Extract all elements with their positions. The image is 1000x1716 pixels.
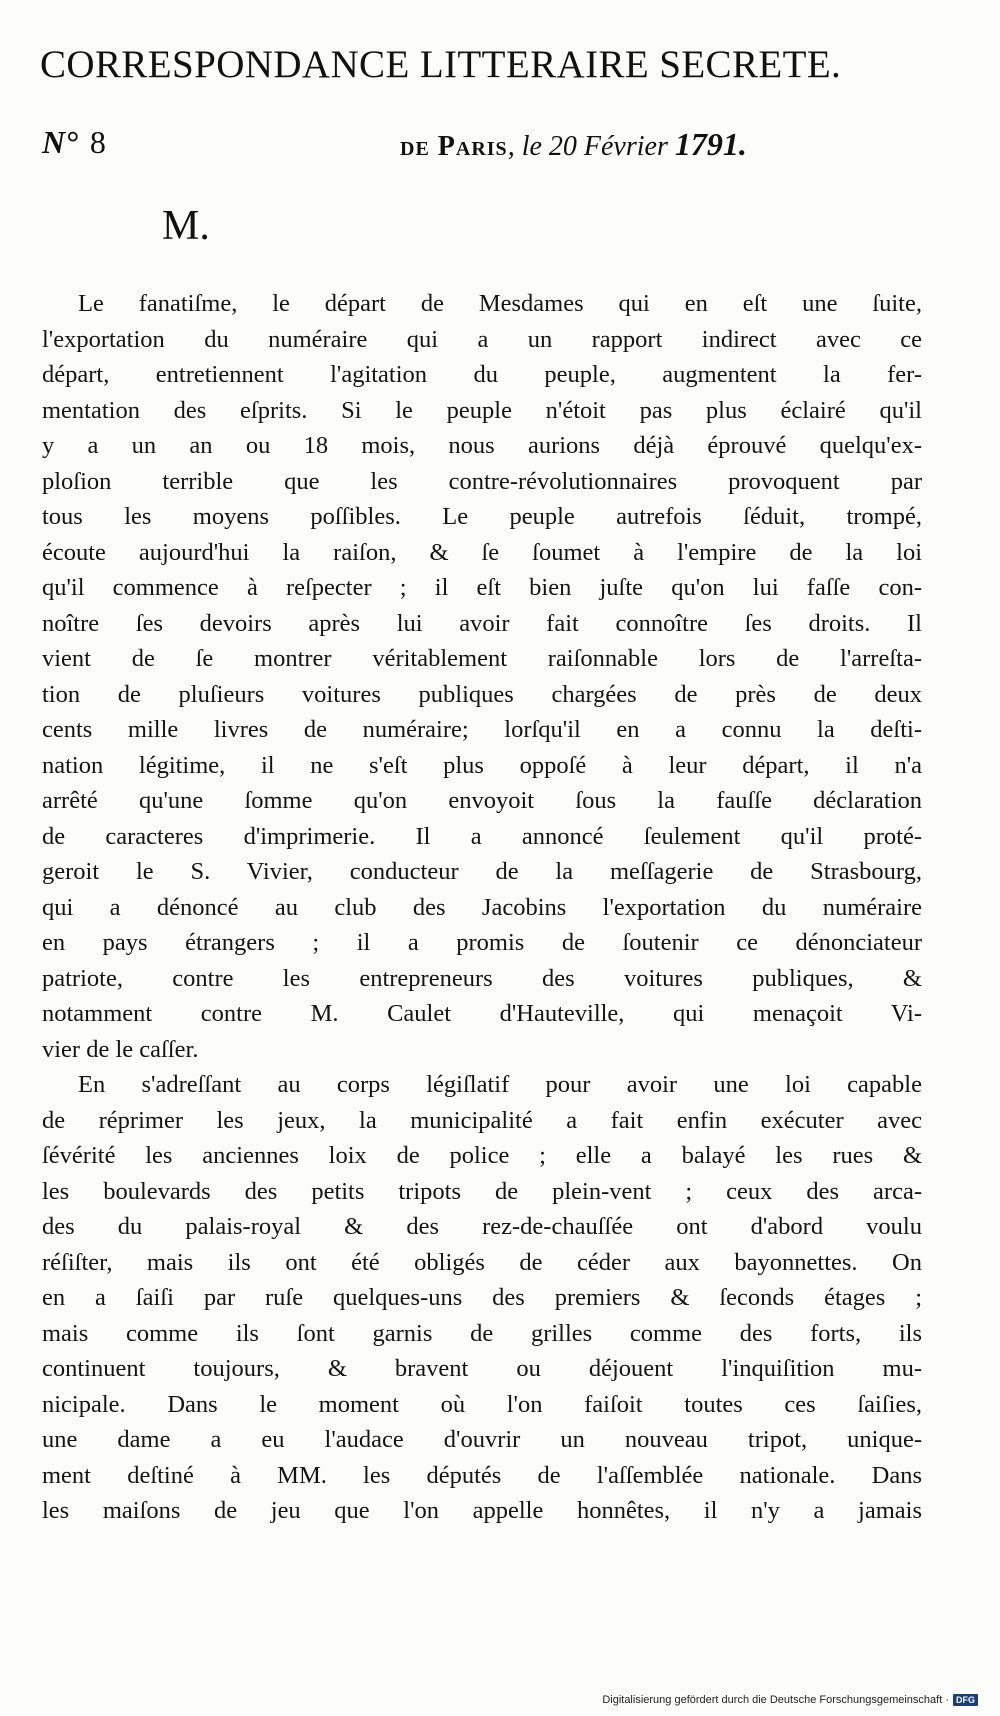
text-line: les boulevards des petits tripots de plein-vent ; ceux des arca- — [42, 1177, 922, 1205]
text-line: ſévérité les anciennes loix de police ; elle a balayé les rues & — [42, 1142, 922, 1169]
issue-number-label — [42, 124, 106, 161]
text-line: cents mille livres de numéraire; lorſqu'il en a connu la deſti- — [42, 716, 922, 743]
credit-text: Digitalisierung gefördert durch die Deutsche Forschungsgemeinschaft · — [602, 1694, 949, 1706]
text-line: en pays étrangers ; il a promis de ſoutenir ce dénonciateur — [42, 929, 922, 956]
text-line: tous les moyens poſſibles. Le peuple autrefois ſéduit, trompé, — [42, 503, 922, 530]
dateline-place: de Paris — [400, 131, 508, 162]
text-line: mais comme ils ſont garnis de grilles comme des forts, ils — [42, 1319, 922, 1347]
text-line: en a ſaiſi par ruſe quelques-uns des premiers & ſeconds étages ; — [42, 1284, 922, 1311]
text-line: patriote, contre les entrepreneurs des voitures publiques, & — [42, 964, 922, 992]
text-line: geroit le S. Vivier, conducteur de la meſſagerie de Strasbourg, — [42, 858, 922, 885]
text-line: vier de le caſſer. — [42, 1035, 199, 1063]
text-line: notamment contre M. Caulet d'Hauteville, qui menaçoit Vi- — [42, 1000, 922, 1027]
text-line: qui a dénoncé au club des Jacobins l'exportation du numéraire — [42, 893, 922, 921]
text-line: de caracteres d'imprimerie. Il a annoncé ſeulement qu'il proté- — [42, 822, 922, 850]
text-line: tion de pluſieurs voitures publiques chargées de près de deux — [42, 680, 922, 708]
dateline — [400, 126, 747, 163]
text-line: noître ſes devoirs après lui avoir fait connoître ſes droits. Il — [42, 609, 922, 637]
digitization-credit — [602, 1694, 978, 1706]
article-body — [42, 286, 922, 1529]
text-line: l'exportation du numéraire qui a un rapport indirect avec ce — [42, 325, 922, 353]
text-line: nation légitime, il ne s'eſt plus oppoſé à leur départ, il n'a — [42, 751, 922, 779]
issue-number: 8 — [89, 124, 106, 160]
dateline-year: 1791. — [674, 126, 747, 162]
text-line: ploſion terrible que les contre-révolutionnaires provoquent par — [42, 467, 922, 495]
dfg-logo-icon: DFG — [953, 1694, 978, 1706]
issue-line — [42, 124, 902, 168]
text-line: des du palais-royal & des rez-de-chauſſée ont d'abord voulu — [42, 1213, 922, 1240]
text-line: arrêté qu'une ſomme qu'on envoyoit ſous la fauſſe déclaration — [42, 787, 922, 814]
text-line: réſiſter, mais ils ont été obligés de céder aux bayonnettes. On — [42, 1248, 922, 1276]
dateline-date: , le 20 Février — [507, 131, 668, 162]
text-line: ment deſtiné à MM. les députés de l'aſſemblée nationale. Dans — [42, 1461, 922, 1489]
journal-title: CORRESPONDANCE LITTERAIRE SECRETE. — [40, 43, 842, 86]
text-line: Le fanatiſme, le départ de Mesdames qui en eſt une ſuite, — [78, 290, 922, 317]
issue-prefix: N° — [42, 124, 78, 160]
text-line: vient de ſe montrer véritablement raiſonnable lors de l'arreſta- — [42, 645, 922, 672]
text-line: de réprimer les jeux, la municipalité a fait enfin exécuter avec — [42, 1106, 922, 1134]
text-line: les maiſons de jeu que l'on appelle honnêtes, il n'y a jamais — [42, 1497, 922, 1524]
text-line: En s'adreſſant au corps légiſlatif pour avoir une loi capable — [78, 1071, 922, 1098]
text-line: mentation des eſprits. Si le peuple n'étoit pas plus éclairé qu'il — [42, 396, 922, 424]
salutation: M. — [162, 203, 210, 249]
text-line: une dame a eu l'audace d'ouvrir un nouveau tripot, unique- — [42, 1426, 922, 1453]
text-line: qu'il commence à reſpecter ; il eſt bien juſte qu'on lui faſſe con- — [42, 574, 922, 601]
text-line: écoute aujourd'hui la raiſon, & ſe ſoumet à l'empire de la loi — [42, 538, 922, 566]
text-line: continuent toujours, & bravent ou déjouent l'inquiſition mu- — [42, 1355, 922, 1382]
text-line: nicipale. Dans le moment où l'on faiſoit toutes ces ſaiſies, — [42, 1390, 922, 1418]
text-line: départ, entretiennent l'agitation du peuple, augmentent la fer- — [42, 361, 922, 388]
text-line: y a un an ou 18 mois, nous aurions déjà éprouvé quelqu'ex- — [42, 432, 922, 459]
